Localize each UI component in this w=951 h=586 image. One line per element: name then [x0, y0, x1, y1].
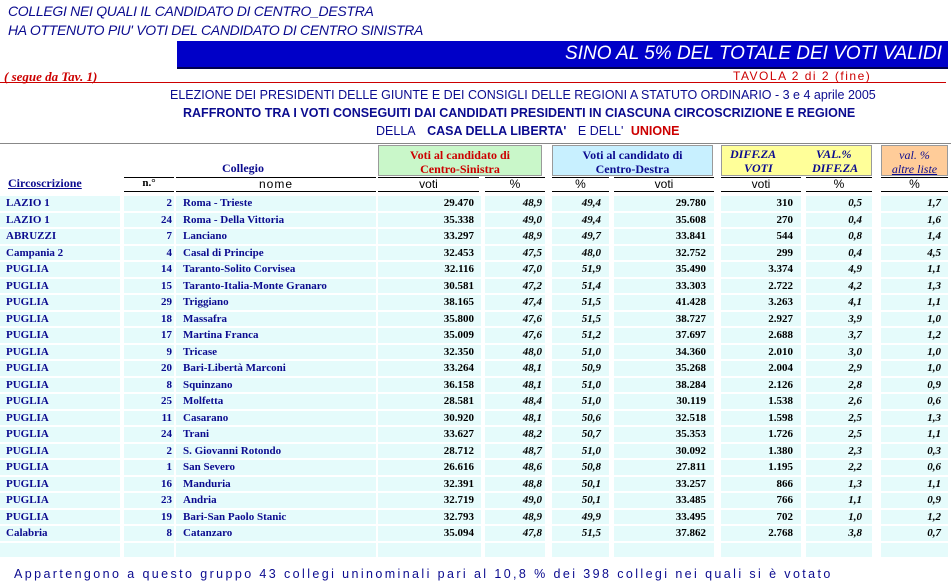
cell-cd-pct: 51,4 — [581, 279, 601, 292]
table-row — [0, 327, 951, 344]
cell-nome: Andria — [183, 494, 217, 506]
cell-diff-voti: 2.927 — [768, 312, 793, 325]
cell-cs-pct: 48,8 — [522, 477, 542, 490]
cell-cd-voti: 35.268 — [675, 362, 706, 374]
val-diff-header — [812, 147, 858, 175]
table-row — [0, 443, 951, 460]
title-line-1: COLLEGI NEI QUALI IL CANDIDATO DI CENTRO_DESTRA — [8, 3, 374, 19]
cs-header-line2: Centro-Sinistra — [420, 162, 500, 176]
cell-diff-voti: 2.688 — [768, 329, 793, 341]
cell-n: 2 — [166, 444, 172, 457]
cell-circoscrizione: PUGLIA — [6, 395, 49, 407]
cell-cd-pct: 50,6 — [581, 411, 601, 424]
cell-cs-pct: 48,9 — [522, 510, 542, 523]
table-row — [0, 311, 951, 328]
cell-circoscrizione: PUGLIA — [6, 345, 49, 358]
title-line-2: HA OTTENUTO PIU' VOTI DEL CANDIDATO DI CENTRO SINISTRA — [8, 22, 424, 38]
cell-cs-voti: 35.009 — [443, 329, 474, 341]
table-row — [0, 245, 951, 262]
table-row — [0, 360, 951, 377]
cell-cd-voti: 41.428 — [675, 296, 706, 308]
heading-parties — [376, 124, 679, 138]
cell-cd-pct: 48,0 — [581, 246, 601, 259]
cell-circoscrizione: PUGLIA — [6, 263, 49, 275]
cell-cd-voti: 35.490 — [675, 263, 706, 275]
cell-n: 11 — [161, 411, 172, 424]
cell-cd-pct: 49,7 — [581, 230, 601, 242]
cell-diff-voti: 544 — [776, 230, 793, 242]
cell-circoscrizione: PUGLIA — [6, 477, 49, 490]
cell-cs-pct: 47,4 — [522, 296, 542, 308]
cell-val-diff: 2,3 — [848, 444, 862, 457]
cell-cs-voti: 26.616 — [443, 461, 474, 473]
cell-cs-pct: 47,6 — [522, 329, 542, 341]
subhdr-nome: nome — [176, 177, 376, 192]
row-band — [176, 543, 376, 558]
cell-diff-voti: 299 — [776, 246, 793, 259]
cell-altre: 1,1 — [927, 477, 941, 490]
cell-cd-pct: 51,0 — [581, 378, 601, 391]
cell-nome: S. Giovanni Rotondo — [183, 444, 282, 457]
cell-diff-voti: 2.722 — [768, 279, 793, 292]
tavola-label: TAVOLA 2 di 2 (fine) — [733, 69, 872, 83]
cell-circoscrizione: Calabria — [6, 527, 48, 539]
cell-cs-voti: 32.793 — [443, 510, 474, 523]
row-band — [0, 543, 120, 558]
cell-altre: 0,6 — [927, 395, 941, 407]
cell-diff-voti: 2.010 — [768, 345, 793, 358]
cell-diff-voti: 1.538 — [768, 395, 793, 407]
cell-cd-voti: 37.862 — [675, 527, 706, 539]
row-band — [614, 543, 714, 558]
cell-val-diff: 2,5 — [848, 428, 862, 440]
cell-cs-voti: 33.297 — [443, 230, 474, 242]
cell-cs-voti: 28.712 — [443, 444, 474, 457]
cell-nome: Casarano — [183, 411, 229, 424]
cell-cs-pct: 49,0 — [522, 213, 542, 226]
subhdr-diff-voti: voti — [721, 177, 801, 192]
cell-nome: Squinzano — [183, 378, 233, 391]
cell-circoscrizione: PUGLIA — [6, 428, 49, 440]
cell-circoscrizione: PUGLIA — [6, 296, 49, 308]
table-row — [0, 426, 951, 443]
cell-cs-pct: 47,5 — [522, 246, 542, 259]
subhdr-n: n.° — [124, 177, 174, 192]
cell-cs-voti: 35.800 — [443, 312, 474, 325]
cell-cs-voti: 30.581 — [443, 279, 474, 292]
cell-cd-voti: 27.811 — [676, 461, 706, 473]
cell-nome: Bari-Libertà Marconi — [183, 362, 286, 374]
cell-cs-pct: 48,7 — [522, 444, 542, 457]
cell-cd-pct: 49,4 — [581, 213, 601, 226]
cell-cs-voti: 32.719 — [443, 494, 474, 506]
cell-val-diff: 3,9 — [848, 312, 862, 325]
cell-diff-voti: 2.768 — [768, 527, 793, 539]
cell-val-diff: 0,8 — [848, 230, 862, 242]
header-centro-sinistra — [378, 145, 542, 176]
cell-altre: 1,0 — [927, 312, 941, 325]
cell-circoscrizione: PUGLIA — [6, 279, 49, 292]
cell-n: 14 — [161, 263, 172, 275]
heading-election: ELEZIONE DEI PRESIDENTI DELLE GIUNTE E DEI CONSIGLI DELLE REGIONI A STATUTO ORDINARIO - 3 e 4 aprile 2005 — [170, 88, 876, 102]
cell-nome: Martina Franca — [183, 329, 259, 341]
cell-val-diff: 2,2 — [848, 461, 862, 473]
cell-cs-voti: 33.627 — [443, 428, 474, 440]
cell-cs-pct: 47,6 — [522, 312, 542, 325]
table-row — [0, 212, 951, 229]
cell-nome: Bari-San Paolo Stanic — [183, 510, 287, 523]
subhdr-cd-pct: % — [552, 177, 609, 192]
diff-voti-line2: VOTI — [744, 161, 773, 175]
banner — [177, 41, 948, 69]
cell-cs-pct: 49,0 — [522, 494, 542, 506]
cell-nome: Catanzaro — [183, 527, 233, 539]
cell-val-diff: 1,3 — [848, 477, 862, 490]
cell-cd-pct: 50,1 — [581, 477, 601, 490]
altre-line1: val. % — [899, 148, 930, 162]
cell-altre: 0,9 — [927, 494, 941, 506]
diff-voti-header — [730, 147, 776, 175]
cell-circoscrizione: PUGLIA — [6, 461, 49, 473]
table-row — [0, 294, 951, 311]
cell-val-diff: 4,9 — [848, 263, 862, 275]
cell-circoscrizione: PUGLIA — [6, 312, 49, 325]
cell-circoscrizione: PUGLIA — [6, 510, 49, 523]
cell-cd-pct: 51,5 — [581, 296, 601, 308]
cell-nome: Lanciano — [183, 230, 228, 242]
cell-cs-pct: 48,1 — [522, 411, 542, 424]
cell-cd-pct: 49,4 — [581, 197, 601, 209]
cell-n: 8 — [166, 378, 172, 391]
cell-nome: Taranto-Italia-Monte Granaro — [183, 279, 327, 292]
cell-val-diff: 1,1 — [848, 494, 862, 506]
row-band — [124, 543, 174, 558]
cell-nome: Manduria — [183, 477, 231, 490]
cell-diff-voti: 2.004 — [768, 362, 793, 374]
cd-header-line1: Voti al candidato di — [582, 148, 683, 162]
cell-altre: 1,3 — [927, 411, 941, 424]
cell-cs-pct: 47,8 — [522, 527, 542, 539]
cell-altre: 1,0 — [927, 345, 941, 358]
cell-n: 24 — [161, 213, 172, 226]
cell-circoscrizione: PUGLIA — [6, 329, 49, 341]
cell-cs-pct: 48,1 — [522, 378, 542, 391]
cell-val-diff: 2,6 — [848, 395, 862, 407]
row-band — [378, 543, 481, 558]
cell-cs-voti: 35.094 — [443, 527, 474, 539]
cell-n: 18 — [161, 312, 172, 325]
cell-altre: 1,7 — [927, 197, 941, 209]
cell-val-diff: 0,4 — [848, 246, 862, 259]
table-row — [0, 459, 951, 476]
cell-cd-voti: 34.360 — [675, 345, 706, 358]
cell-diff-voti: 310 — [776, 197, 793, 209]
cell-val-diff: 0,4 — [848, 213, 862, 226]
table-row — [0, 195, 951, 212]
subhdr-altre: % — [881, 177, 948, 192]
cell-nome: Tricase — [183, 345, 218, 358]
cell-cs-voti: 35.338 — [443, 213, 474, 226]
subhdr-cd-voti: voti — [614, 177, 714, 192]
cell-n: 19 — [161, 510, 172, 523]
cell-cs-voti: 32.391 — [443, 477, 474, 490]
cell-cd-voti: 33.841 — [675, 230, 706, 242]
cell-diff-voti: 866 — [776, 477, 793, 490]
row-band — [552, 543, 609, 558]
table-row — [0, 261, 951, 278]
val-diff-line1: VAL.% — [816, 147, 852, 161]
cell-cd-pct: 51,0 — [581, 345, 601, 358]
table-row — [0, 476, 951, 493]
cell-cs-voti: 32.116 — [444, 263, 474, 275]
cell-val-diff: 2,8 — [848, 378, 862, 391]
cell-n: 4 — [166, 246, 172, 259]
cell-val-diff: 1,0 — [848, 510, 862, 523]
cell-nome: Molfetta — [183, 395, 224, 407]
cell-val-diff: 2,9 — [848, 362, 862, 374]
subhdr-val-diff: % — [806, 177, 872, 192]
heading-e-dell: E DELL' — [577, 124, 624, 138]
cell-cs-pct: 47,0 — [522, 263, 542, 275]
cd-header-line2: Centro-Destra — [595, 162, 670, 176]
cell-cd-pct: 50,8 — [581, 461, 601, 473]
cell-altre: 1,1 — [927, 296, 941, 308]
cell-nome: San Severo — [183, 461, 236, 473]
cell-cs-pct: 48,0 — [522, 345, 542, 358]
cell-cs-pct: 48,2 — [522, 428, 542, 440]
cell-cd-pct: 50,7 — [581, 428, 601, 440]
row-band — [721, 543, 801, 558]
cell-cs-voti: 30.920 — [443, 411, 474, 424]
header-top-rule — [0, 143, 951, 144]
cell-val-diff: 3,8 — [848, 527, 862, 539]
cell-cd-pct: 51,9 — [581, 263, 601, 275]
cell-cs-pct: 48,9 — [522, 197, 542, 209]
cell-cd-voti: 30.119 — [676, 395, 706, 407]
table-row — [0, 344, 951, 361]
cell-altre: 1,2 — [927, 329, 941, 341]
cell-cs-voti: 28.581 — [443, 395, 474, 407]
cell-diff-voti: 1.726 — [768, 428, 793, 440]
cell-cd-pct: 51,0 — [581, 395, 601, 407]
cell-altre: 4,5 — [927, 246, 941, 259]
cell-cd-pct: 49,9 — [581, 510, 601, 523]
cell-altre: 0,7 — [927, 527, 941, 539]
table-row — [0, 377, 951, 394]
cell-nome: Trani — [183, 428, 210, 440]
cell-circoscrizione: PUGLIA — [6, 411, 49, 424]
cell-circoscrizione: LAZIO 1 — [6, 197, 50, 209]
cell-cd-voti: 33.495 — [675, 510, 706, 523]
cell-cs-voti: 32.453 — [443, 246, 474, 259]
header-centro-destra — [552, 145, 713, 176]
cell-cd-voti: 35.608 — [675, 213, 706, 226]
cell-cd-voti: 33.257 — [675, 477, 706, 490]
cell-cd-pct: 51,5 — [581, 312, 601, 325]
cell-diff-voti: 1.598 — [768, 411, 793, 424]
cell-n: 16 — [161, 477, 172, 490]
cell-cd-voti: 35.353 — [675, 428, 706, 440]
row-band — [881, 543, 948, 558]
table-row — [0, 492, 951, 509]
cell-circoscrizione: PUGLIA — [6, 494, 49, 506]
cell-nome: Roma - Trieste — [183, 197, 253, 209]
row-band — [485, 543, 545, 558]
cell-cd-pct: 50,1 — [581, 494, 601, 506]
cell-cs-pct: 48,9 — [522, 230, 542, 242]
cell-circoscrizione: Campania 2 — [6, 246, 64, 259]
cs-header-line1: Voti al candidato di — [410, 148, 510, 162]
cell-val-diff: 0,5 — [848, 197, 862, 209]
cell-diff-voti: 702 — [776, 510, 793, 523]
cell-n: 2 — [166, 197, 172, 209]
cell-diff-voti: 1.380 — [768, 444, 793, 457]
footer-note: Appartengono a questo gruppo 43 collegi uninominali pari al 10,8 % dei 398 collegi nei quali si è votato — [14, 567, 833, 581]
cell-altre: 1,4 — [927, 230, 941, 242]
cell-cd-voti: 33.303 — [675, 279, 706, 292]
table-row — [0, 278, 951, 295]
cell-cd-voti: 38.284 — [675, 378, 706, 391]
header-collegio: Collegio — [222, 161, 264, 175]
cell-circoscrizione: PUGLIA — [6, 378, 49, 391]
cell-nome: Roma - Della Vittoria — [183, 213, 285, 226]
cell-cd-voti: 32.752 — [675, 246, 706, 259]
cell-cs-pct: 48,4 — [522, 395, 542, 407]
cell-cd-pct: 51,0 — [581, 444, 601, 457]
cell-cd-pct: 51,5 — [581, 527, 601, 539]
cell-cs-pct: 48,1 — [522, 362, 542, 374]
table-row — [0, 228, 951, 245]
cell-diff-voti: 3.374 — [768, 263, 793, 275]
cell-n: 15 — [161, 279, 172, 292]
cell-n: 8 — [166, 527, 172, 539]
cell-val-diff: 3,0 — [848, 345, 862, 358]
cell-n: 1 — [166, 461, 172, 473]
heading-della: DELLA — [376, 124, 416, 138]
header-altre-liste — [881, 145, 948, 176]
cell-n: 23 — [161, 494, 172, 506]
diff-voti-line1: DIFF.ZA — [730, 147, 777, 161]
cell-n: 9 — [166, 345, 172, 358]
cell-cs-pct: 47,2 — [522, 279, 542, 292]
cell-altre: 1,0 — [927, 362, 941, 374]
cell-cd-voti: 30.092 — [675, 444, 706, 457]
cell-nome: Massafra — [183, 312, 227, 325]
cell-altre: 1,3 — [927, 279, 941, 292]
row-band — [806, 543, 872, 558]
cell-cs-voti: 36.158 — [443, 378, 474, 391]
cell-altre: 0,6 — [927, 461, 941, 473]
cell-diff-voti: 1.195 — [768, 461, 793, 473]
cell-diff-voti: 270 — [776, 213, 793, 226]
cell-diff-voti: 766 — [776, 494, 793, 506]
cell-circoscrizione: ABRUZZI — [6, 230, 57, 242]
cell-val-diff: 3,7 — [848, 329, 862, 341]
heading-casa: CASA DELLA LIBERTA' — [427, 124, 567, 138]
header-differenza — [721, 145, 872, 176]
val-diff-line2: DIFF.ZA — [812, 161, 859, 175]
table-row — [0, 525, 951, 542]
cell-cs-voti: 29.470 — [443, 197, 474, 209]
subhdr-cs-voti: voti — [378, 177, 479, 192]
cell-nome: Triggiano — [183, 296, 229, 308]
cell-n: 24 — [161, 428, 172, 440]
cell-circoscrizione: PUGLIA — [6, 444, 49, 457]
cell-diff-voti: 3.263 — [768, 296, 793, 308]
subhdr-cs-pct: % — [485, 177, 545, 192]
heading-unione: UNIONE — [630, 124, 680, 138]
cell-cd-voti: 38.727 — [675, 312, 706, 325]
cell-val-diff: 4,1 — [848, 296, 862, 308]
cell-nome: Taranto-Solito Corvisea — [183, 263, 296, 275]
cell-val-diff: 4,2 — [848, 279, 862, 292]
cell-altre: 1,1 — [927, 428, 941, 440]
red-divider — [0, 82, 946, 83]
cell-cd-voti: 37.697 — [675, 329, 706, 341]
banner-text: SINO AL 5% DEL TOTALE DEI VOTI VALIDI — [565, 43, 942, 64]
header-circoscrizione: Circoscrizione — [8, 176, 82, 190]
cell-diff-voti: 2.126 — [768, 378, 793, 391]
cell-cd-voti: 32.518 — [675, 411, 706, 424]
cell-n: 25 — [161, 395, 172, 407]
cell-altre: 1,6 — [927, 213, 941, 226]
cell-n: 29 — [161, 296, 172, 308]
table-row — [0, 509, 951, 526]
cell-cd-voti: 29.780 — [675, 197, 706, 209]
cell-cd-voti: 33.485 — [675, 494, 706, 506]
cell-cs-voti: 33.264 — [443, 362, 474, 374]
cell-val-diff: 2,5 — [848, 411, 862, 424]
segue-label: ( segue da Tav. 1) — [4, 69, 98, 84]
cell-cs-voti: 38.165 — [443, 296, 474, 308]
cell-cd-pct: 51,2 — [581, 329, 601, 341]
cell-cd-pct: 50,9 — [581, 362, 601, 374]
cell-circoscrizione: PUGLIA — [6, 362, 49, 374]
cell-cs-pct: 48,6 — [522, 461, 542, 473]
cell-cs-voti: 32.350 — [443, 345, 474, 358]
heading-raffronto: RAFFRONTO TRA I VOTI CONSEGUITI DAI CANDIDATI PRESIDENTI IN CIASCUNA CIRCOSCRIZIONE E REGIONE — [183, 106, 856, 120]
cell-altre: 1,1 — [927, 263, 941, 275]
cell-altre: 0,3 — [927, 444, 941, 457]
altre-line2: altre liste — [891, 162, 938, 176]
cell-n: 7 — [166, 230, 172, 242]
cell-altre: 0,9 — [927, 378, 941, 391]
cell-altre: 1,2 — [927, 510, 941, 523]
cell-n: 20 — [161, 362, 172, 374]
cell-n: 17 — [161, 329, 172, 341]
table-row — [0, 393, 951, 410]
cell-nome: Casal di Principe — [183, 246, 264, 259]
table-row — [0, 410, 951, 427]
cell-circoscrizione: LAZIO 1 — [6, 213, 50, 226]
